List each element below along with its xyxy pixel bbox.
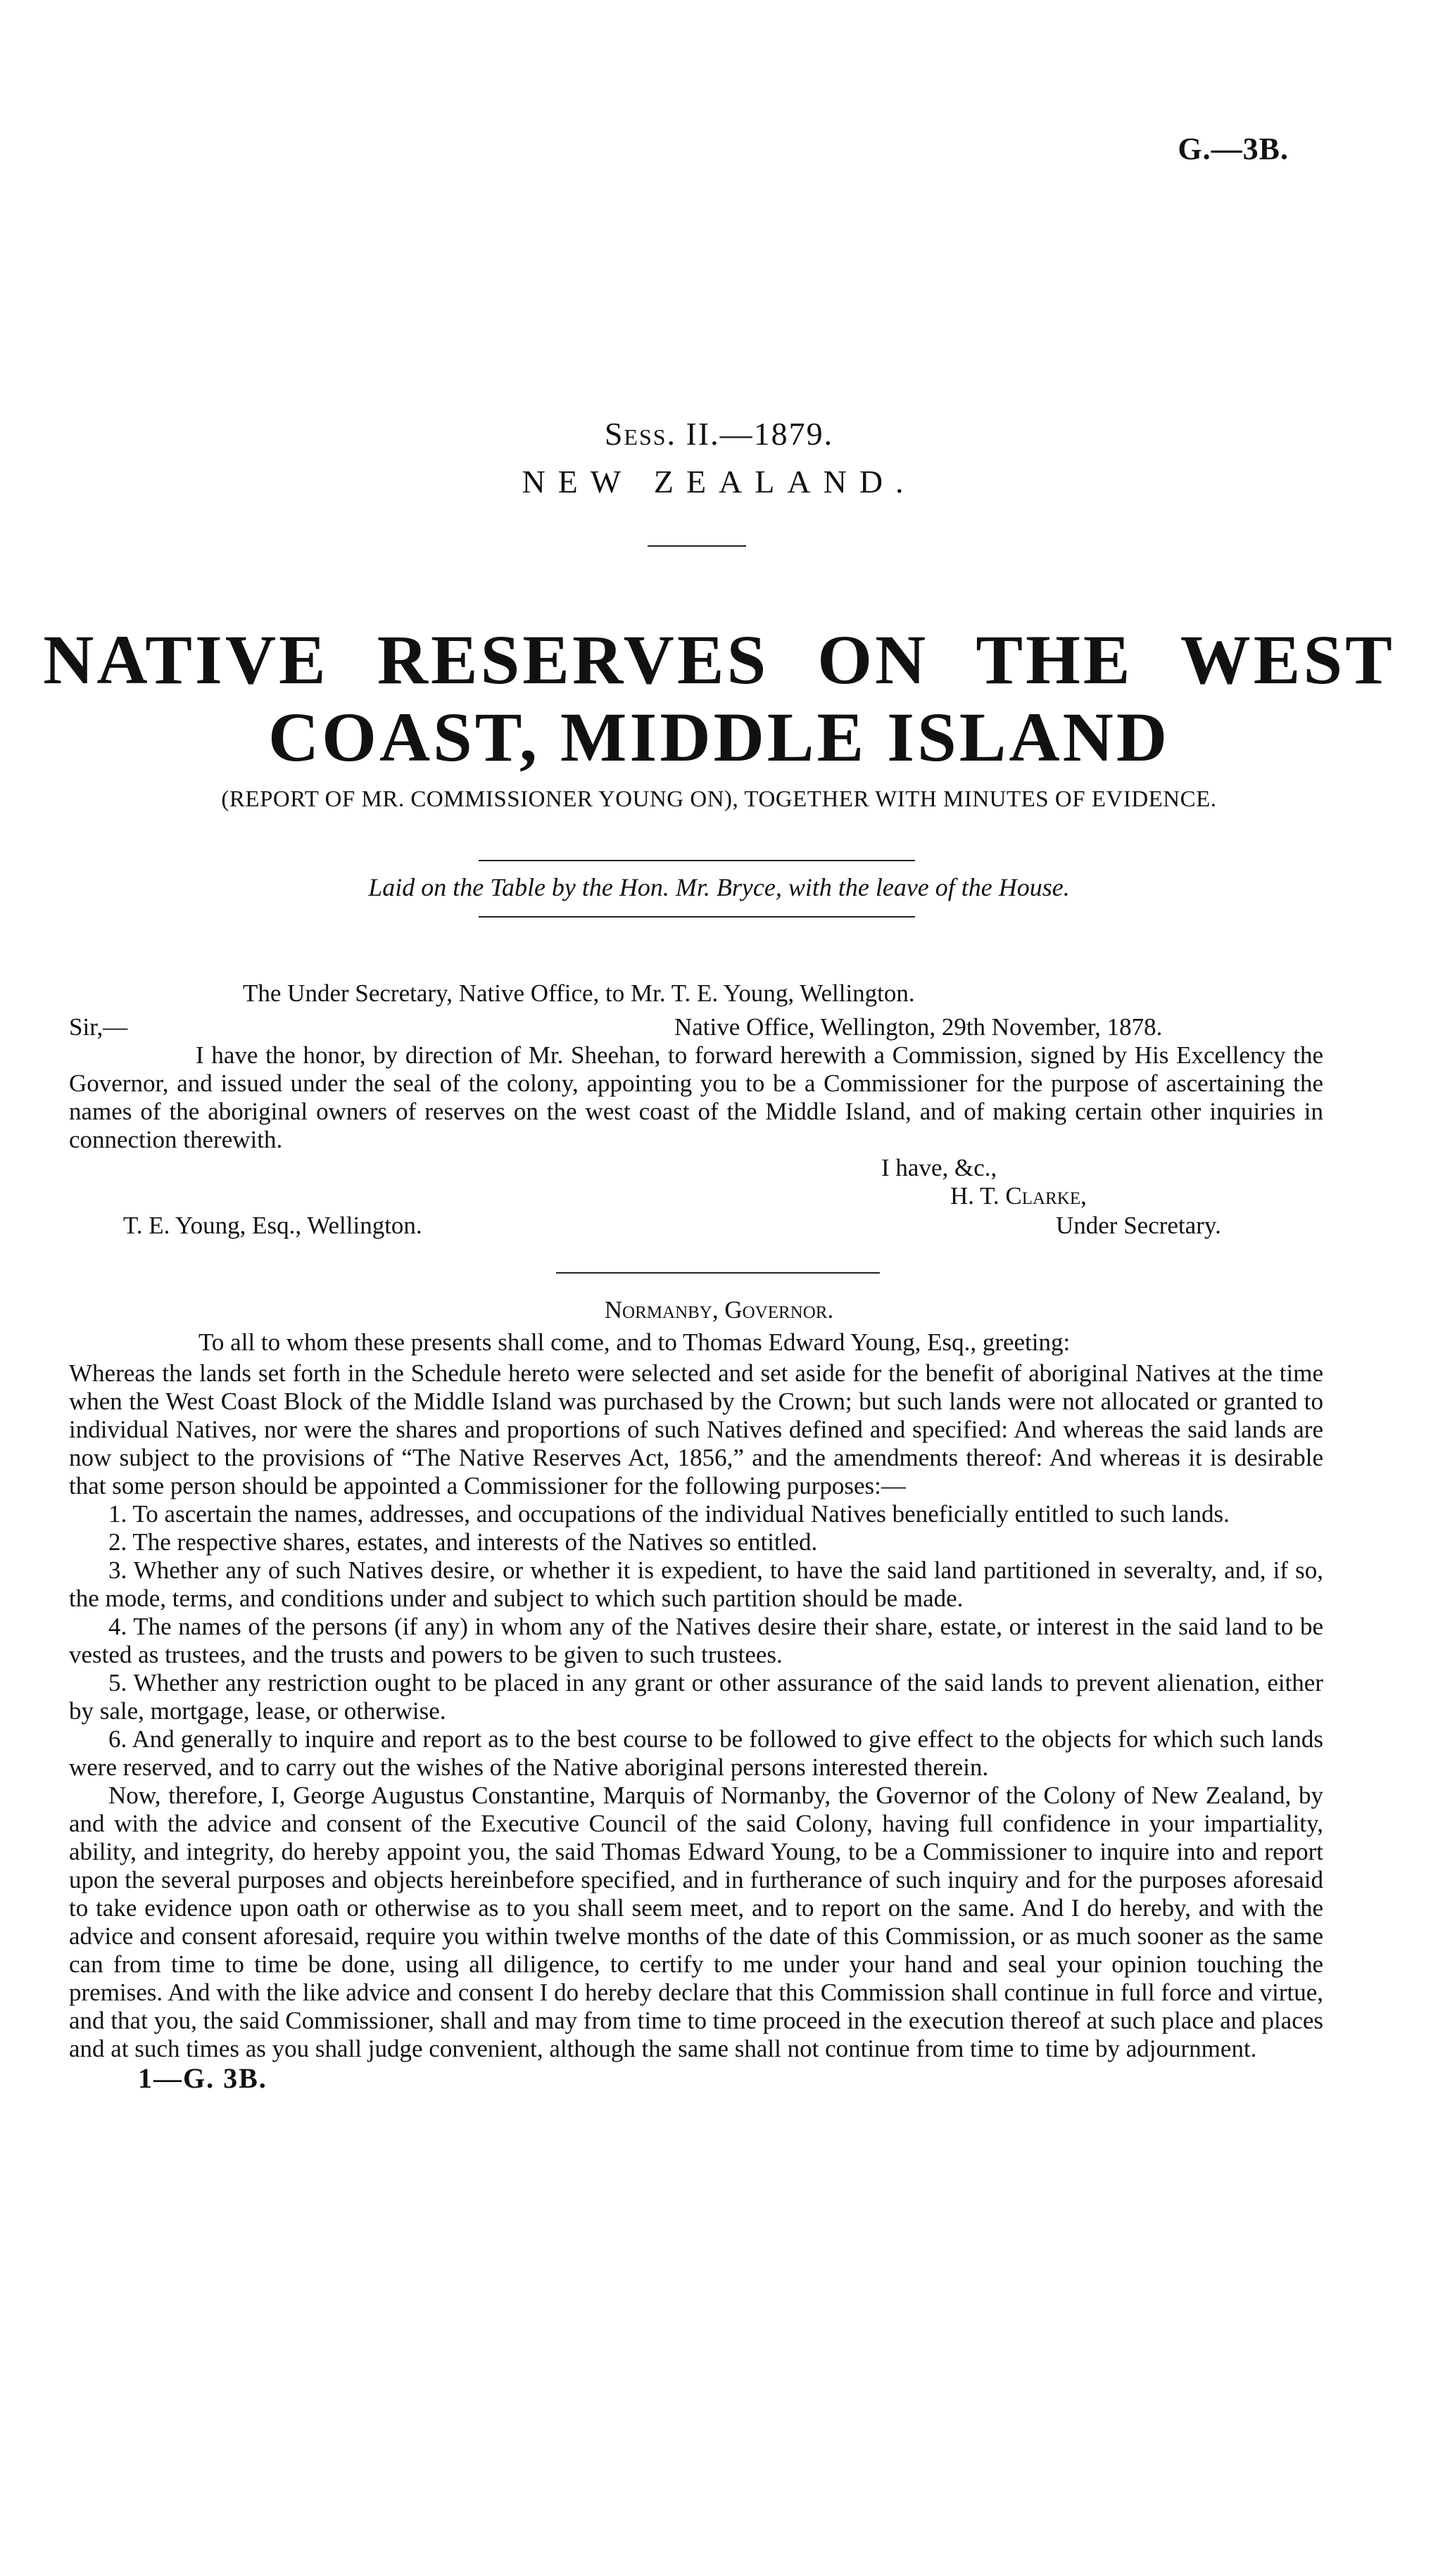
commission-text [69, 1359, 1323, 2093]
letter-body: I have the honor, by direction of Mr. Sheehan, to forward herewith a Commission, signed by His Excellency the Governor, and issued under the seal of the colony, appointing you to be a Commissioner for the purpose of ascertaining the names of the aboriginal owners of reserves on the west coast of the Middle Island, and of making certain other inquiries in connection therewith. [69, 1041, 1323, 1153]
divider-rule [479, 860, 915, 861]
footer-reference: 1—G. 3B. [138, 2062, 267, 2094]
document-subtitle: (REPORT OF MR. COMMISSIONER YOUNG ON), TOGETHER WITH MINUTES OF EVIDENCE. [221, 787, 1217, 812]
letter-dateline: Native Office, Wellington, 29th November, 1878. [674, 1013, 1163, 1041]
laid-on-table-note: Laid on the Table by the Hon. Mr. Bryce, with the leave of the House. [368, 873, 1070, 901]
country-line: NEW ZEALAND. [522, 464, 916, 500]
whereas-paragraph: Whereas the lands set forth in the Schedule hereto were selected and set aside for the benefit of aboriginal Natives at the time when the West Coast Block of the Middle Island was purchased by the Crown; but such lands were not allocated or granted to individual Natives, nor were the shares and proportions of such Natives defined and specified: And whereas the said lands are now subject to the provisions of “The Native Reserves Act, 1856,” and the amendments thereof: And whereas it is desirable that some person should be appointed a Commissioner for the following purposes:— [69, 1359, 1323, 1499]
letter-closing: I have, &c., [881, 1154, 997, 1181]
letter-salutation: Sir,— [69, 1013, 128, 1041]
divider-rule [556, 1272, 880, 1274]
divider-rule [648, 545, 746, 547]
letter-signatory-title: Under Secretary. [1056, 1212, 1221, 1239]
purpose-item-1: 1. To ascertain the names, addresses, and occupations of the individual Natives beneficially entitled to such lands. [108, 1500, 1230, 1528]
commission-heading-text: Normanby, Governor. [604, 1296, 834, 1324]
letter-signature: H. T. Clarke, [950, 1182, 1087, 1210]
now-therefore-paragraph: Now, therefore, I, George Augustus Constantine, Marquis of Normanby, the Governor of the Colony of New Zealand, by and with the advice and consent of the Executive Council of the said Colony, having full confidence in your impartiality, ability, and integrity, do hereby appoint you, the said Thomas Edward Young, to be a Commissioner to inquire into and report upon the several purposes and objects hereinbefore specified, and in furtherance of such inquiry and for the purposes aforesaid to take evidence upon oath or otherwise as to you shall seem meet, and to report on the same. And I do hereby, and with the advice and consent aforesaid, require you within twelve months of the date of this Commission, or as much sooner as the same can from time to time be done, using all diligence, to certify to me under your hand and seal your opinion touching the premises. And with the like advice and consent I do hereby declare that this Commission shall continue in full force and virtue, and that you, the said Commissioner, shall and may from time to time proceed in the execution thereof at such place and places and at such times as you shall judge convenient, although the same shall not continue from time to time by adjournment. [69, 1782, 1323, 2062]
commission-greeting: To all to whom these presents shall come, and to Thomas Edward Young, Esq., greeting: [198, 1328, 1071, 1356]
document-title-line2: COAST, MIDDLE ISLAND [267, 698, 1171, 776]
purpose-item-2: 2. The respective shares, estates, and interests of the Natives so entitled. [108, 1528, 818, 1556]
letter-addressee: T. E. Young, Esq., Wellington. [123, 1212, 422, 1239]
page-reference: G.—3B. [1178, 132, 1289, 166]
purpose-item-6: 6. And generally to inquire and report as to the best course to be followed to give effect to the objects for which such lands were reserved, and to carry out the wishes of the Native aboriginal persons interested therein. [69, 1725, 1323, 1781]
document-title-line1: NATIVE RESERVES ON THE WEST [43, 621, 1395, 699]
divider-rule [479, 916, 915, 918]
commission-heading [0, 1296, 1438, 1324]
letter-heading: The Under Secretary, Native Office, to Mr. T. E. Young, Wellington. [243, 979, 915, 1007]
purpose-item-5: 5. Whether any restriction ought to be placed in any grant or other assurance of the said lands to prevent alienation, either by sale, mortgage, lease, or otherwise. [69, 1669, 1323, 1725]
session-line: Sess. II.—1879. [604, 416, 834, 452]
purpose-item-4: 4. The names of the persons (if any) in whom any of the Natives desire their share, estate, or interest in the said land to be vested as trustees, and the trusts and powers to be given to such trustees. [69, 1613, 1323, 1668]
purpose-item-3: 3. Whether any of such Natives desire, or whether it is expedient, to have the said land partitioned in severalty, and, if so, the mode, terms, and conditions under and subject to which such partition should be made. [69, 1556, 1323, 1612]
